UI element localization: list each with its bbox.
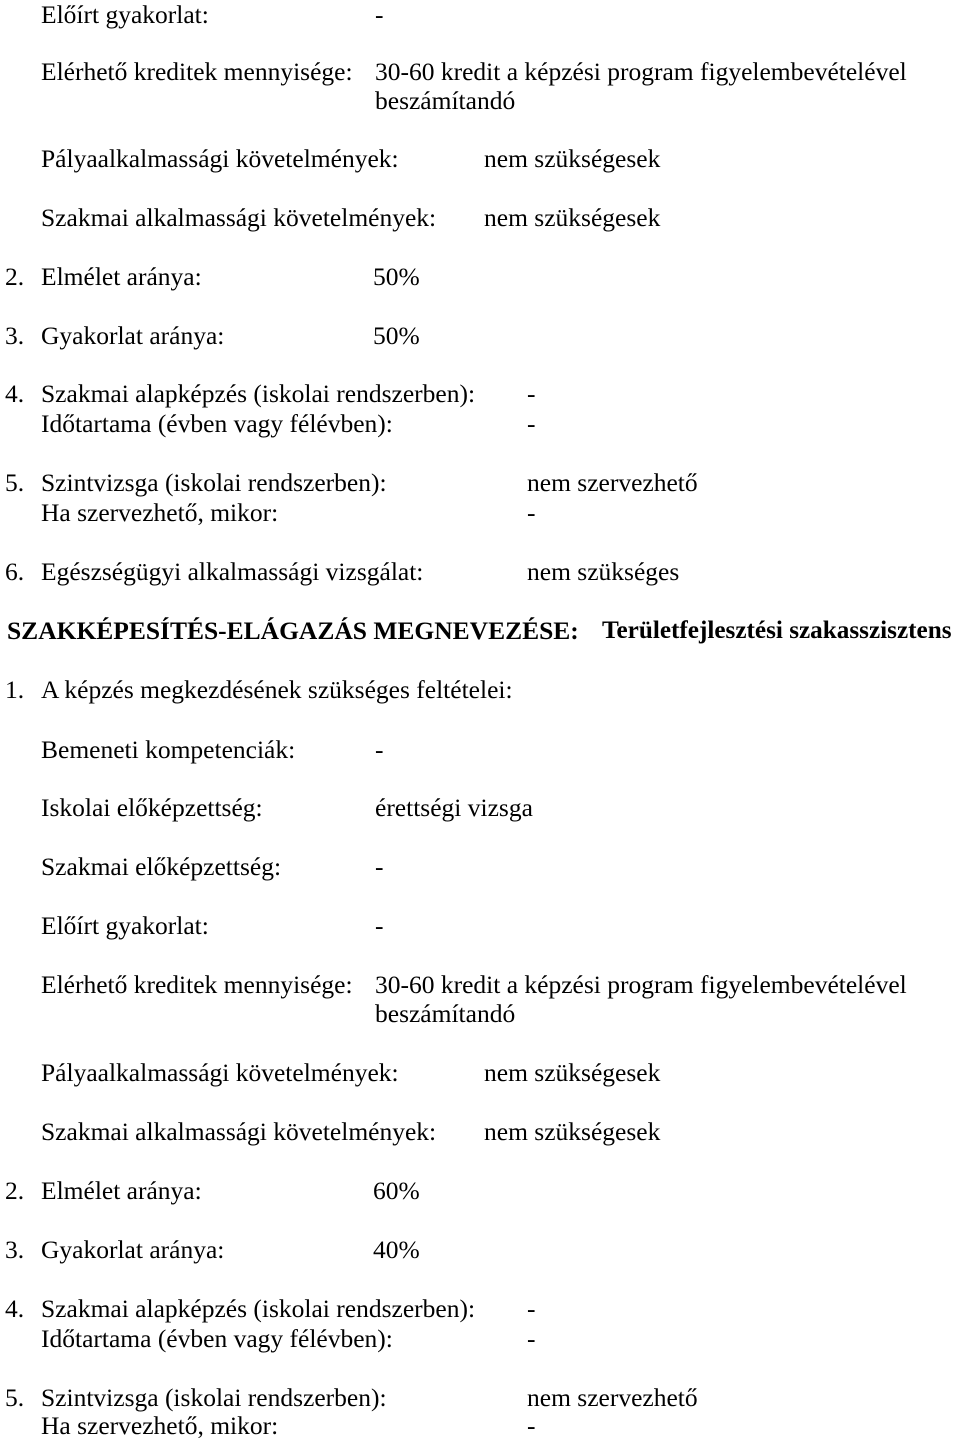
- row-gyakorlat-aranya: [0, 321, 960, 350]
- field-label: Pályaalkalmassági követelmények:: [41, 144, 399, 173]
- field-value: -: [527, 409, 536, 438]
- field-label: Iskolai előképzettség:: [41, 793, 263, 822]
- row-egeszsegugyi: [0, 557, 960, 586]
- row-eloirt-gyakorlat: [0, 0, 960, 29]
- row-idotartama: [0, 1324, 960, 1353]
- field-label: Szakmai alkalmassági követelmények:: [41, 1117, 437, 1146]
- field-label: Ha szervezhető, mikor:: [41, 498, 279, 527]
- field-label: Szintvizsga (iskolai rendszerben):: [41, 1383, 387, 1412]
- item-number: 5.: [5, 468, 25, 497]
- field-label: Szintvizsga (iskolai rendszerben):: [41, 468, 387, 497]
- field-value: 40%: [373, 1235, 420, 1264]
- row-idotartama: [0, 409, 960, 438]
- field-label: Elérhető kreditek mennyisége:: [41, 57, 353, 86]
- field-value: 50%: [373, 321, 420, 350]
- field-value: nem szükségesek: [484, 203, 661, 232]
- field-label: Szakmai alapképzés (iskolai rendszerben):: [41, 1294, 476, 1323]
- field-value: -: [375, 735, 384, 764]
- field-value: -: [527, 1411, 536, 1440]
- row-ha-szervezheto: [0, 1411, 960, 1440]
- section-heading: [0, 616, 960, 645]
- field-value: nem szükségesek: [484, 1058, 661, 1087]
- row-ha-szervezheto: [0, 498, 960, 527]
- field-value: 30-60 kredit a képzési program figyelembevételével: [375, 57, 907, 86]
- field-value: 30-60 kredit a képzési program figyelembevételével: [375, 970, 907, 999]
- field-value: nem szükséges: [527, 557, 680, 586]
- heading-value: Területfejlesztési szakasszisztens: [602, 617, 952, 644]
- item-number: 2.: [5, 262, 25, 291]
- field-value: -: [527, 1294, 536, 1323]
- field-label: Elérhető kreditek mennyisége:: [41, 970, 353, 999]
- field-label: Bemeneti kompetenciák:: [41, 735, 296, 764]
- field-label: Időtartama (évben vagy félévben):: [41, 409, 393, 438]
- row-szakmai-alkalmassagi: [0, 1117, 960, 1146]
- row-palyaalkalmassagi: [0, 144, 960, 173]
- field-label: Előírt gyakorlat:: [41, 911, 209, 940]
- field-value: -: [527, 1324, 536, 1353]
- row-elmelet-aranya: [0, 262, 960, 291]
- field-label: Szakmai alapképzés (iskolai rendszerben):: [41, 379, 476, 408]
- field-value: 50%: [373, 262, 420, 291]
- row-szintvizsga: [0, 1383, 960, 1412]
- row-gyakorlat-aranya: [0, 1235, 960, 1264]
- item-number: 4.: [5, 379, 25, 408]
- row-kreditek-continued: [0, 86, 960, 115]
- row-kreditek: [0, 57, 960, 86]
- field-value: 60%: [373, 1176, 420, 1205]
- row-elmelet-aranya: [0, 1176, 960, 1205]
- field-value: -: [527, 379, 536, 408]
- field-value: érettségi vizsga: [375, 793, 533, 822]
- item-number: 4.: [5, 1294, 25, 1323]
- field-value: nem szükségesek: [484, 144, 661, 173]
- field-value: -: [375, 852, 384, 881]
- field-label: A képzés megkezdésének szükséges feltételei:: [41, 675, 513, 704]
- field-label: Elmélet aránya:: [41, 262, 202, 291]
- field-value: nem szükségesek: [484, 1117, 661, 1146]
- field-value-continued: beszámítandó: [375, 999, 516, 1028]
- field-label: Időtartama (évben vagy félévben):: [41, 1324, 393, 1353]
- field-label: Szakmai előképzettség:: [41, 852, 282, 881]
- item-number: 2.: [5, 1176, 25, 1205]
- row-szintvizsga: [0, 468, 960, 497]
- field-label: Egészségügyi alkalmassági vizsgálat:: [41, 557, 424, 586]
- item-number: 5.: [5, 1383, 25, 1412]
- row-szakmai-elokepzettseg: [0, 852, 960, 881]
- row-feltetelek: [0, 675, 960, 704]
- row-iskolai-elokepzettseg: [0, 793, 960, 822]
- row-eloirt-gyakorlat: [0, 911, 960, 940]
- row-alapkepzes: [0, 1294, 960, 1323]
- row-bemeneti-kompetenciak: [0, 735, 960, 764]
- field-value-continued: beszámítandó: [375, 86, 516, 115]
- item-number: 6.: [5, 557, 25, 586]
- row-kreditek: [0, 970, 960, 999]
- field-value: -: [527, 498, 536, 527]
- row-szakmai-alkalmassagi: [0, 203, 960, 232]
- field-value: nem szervezhető: [527, 1383, 698, 1412]
- heading-label: SZAKKÉPESÍTÉS-ELÁGAZÁS MEGNEVEZÉSE:: [7, 616, 579, 645]
- field-label: Ha szervezhető, mikor:: [41, 1411, 279, 1440]
- field-label: Szakmai alkalmassági követelmények:: [41, 203, 437, 232]
- field-value: nem szervezhető: [527, 468, 698, 497]
- item-number: 3.: [5, 1235, 25, 1264]
- field-value: -: [375, 0, 384, 29]
- field-label: Gyakorlat aránya:: [41, 1235, 225, 1264]
- row-palyaalkalmassagi: [0, 1058, 960, 1087]
- field-label: Előírt gyakorlat:: [41, 0, 209, 29]
- field-label: Gyakorlat aránya:: [41, 321, 225, 350]
- row-alapkepzes: [0, 379, 960, 408]
- row-kreditek-continued: [0, 999, 960, 1028]
- field-label: Elmélet aránya:: [41, 1176, 202, 1205]
- item-number: 3.: [5, 321, 25, 350]
- field-label: Pályaalkalmassági követelmények:: [41, 1058, 399, 1087]
- field-value: -: [375, 911, 384, 940]
- item-number: 1.: [5, 675, 25, 704]
